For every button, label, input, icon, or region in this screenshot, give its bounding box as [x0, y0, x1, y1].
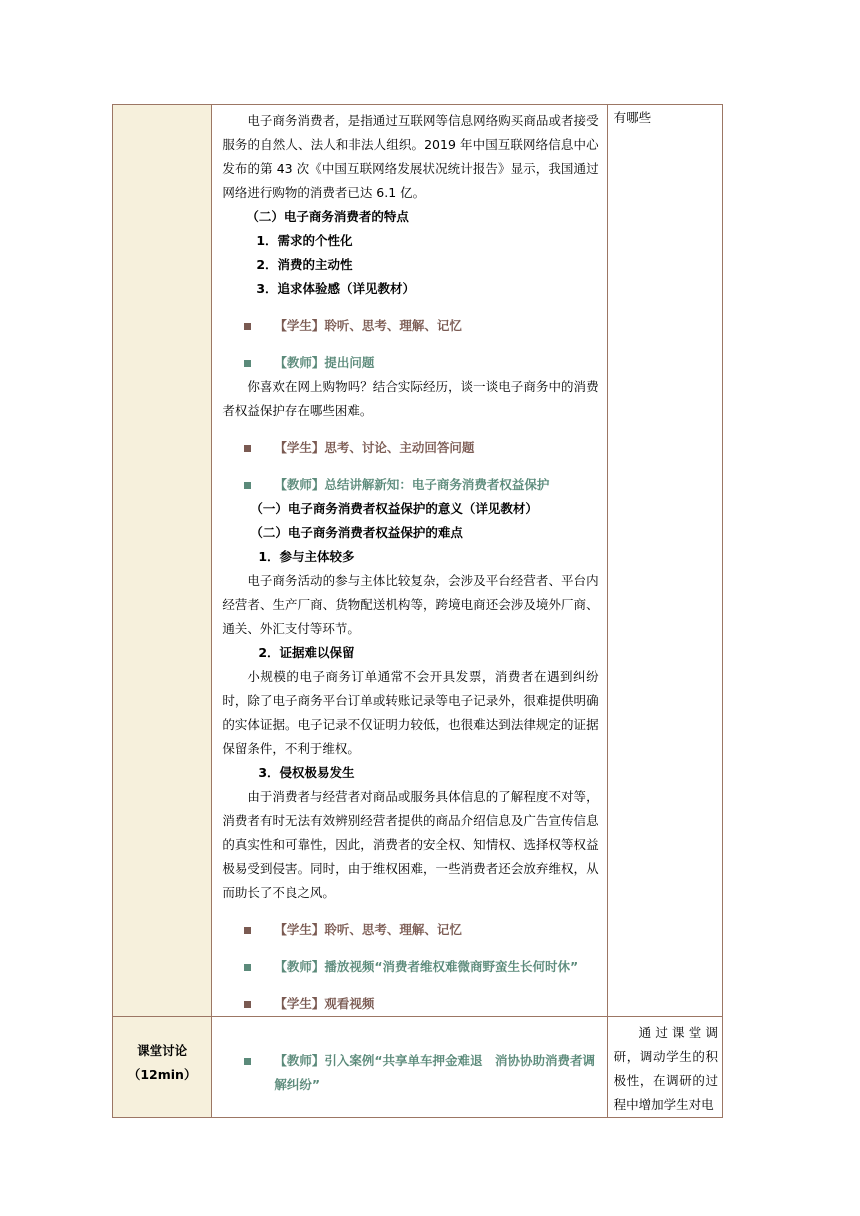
notes-text: 有哪些 [613, 110, 652, 125]
question-paragraph: 你喜欢在网上购物吗？结合实际经历，谈一谈电子商务中的消费者权益保护存在哪些困难。 [222, 379, 599, 418]
teacher-activity-1: 【教师】提出问题 [222, 351, 598, 375]
teacher-activity-2: 【教师】总结讲解新知：电子商务消费者权益保护 [222, 473, 598, 497]
feature-item: 3．追求体验感（详见教材） [256, 281, 416, 296]
label-cell [113, 105, 212, 1017]
notes-cell [607, 1017, 722, 1118]
difficulty-3-title: 3．侵权极易发生 [258, 765, 355, 780]
bullet-square-icon [244, 323, 251, 330]
table-row [113, 1017, 723, 1118]
lesson-plan-table [112, 104, 723, 1118]
difficulty-3-text: 由于消费者与经营者对商品或服务具体信息的了解程度不对等，消费者有时无法有效辨别经营者提供的商品介绍信息及广告宣传信息的真实性和可靠性，因此，消费者的安全权、知情权、选择权等权益极易受到侵害。同时，由于维权困难，一些消费者还会放弃维权，从而助长了不良之风。 [222, 789, 599, 900]
difficulty-1-text: 电子商务活动的参与主体比较复杂，会涉及平台经营者、平台内经营者、生产厂商、货物配送机构等，跨境电商还会涉及境外厂商、通关、外汇支付等环节。 [222, 573, 599, 636]
difficulty-1-title: 1．参与主体较多 [258, 549, 355, 564]
section-time: （12min） [127, 1067, 197, 1082]
features-heading: （二）电子商务消费者的特点 [246, 209, 409, 224]
content-body [212, 105, 606, 1016]
notes-cell [607, 105, 722, 1017]
student-activity-3: 【学生】聆听、思考、理解、记忆 [222, 918, 598, 942]
feature-item: 1．需求的个性化 [256, 233, 353, 248]
student-activity-1: 【学生】聆听、思考、理解、记忆 [222, 314, 598, 338]
bullet-square-icon [244, 482, 251, 489]
student-activity-2: 【学生】思考、讨论、主动回答问题 [222, 436, 598, 460]
section-label [113, 1017, 211, 1087]
intro-paragraph: 电子商务消费者，是指通过互联网等信息网络购买商品或者接受服务的自然人、法人和非法人组织。2019 年中国互联网络信息中心发布的第 43 次《中国互联网络发展状况统计报告》显示，我国通过网络进行购物的消费者已达 6.1 亿。 [222, 113, 599, 200]
section-title: 课堂讨论 [137, 1043, 188, 1058]
content-cell [212, 1017, 607, 1118]
teacher-activity-3: 【教师】播放视频“消费者维权难微商野蛮生长何时休” [222, 955, 598, 979]
notes-text: 通过课堂调研，调动学生的积极性，在调研的过程中增加学生对电 [613, 1025, 718, 1112]
content-cell [212, 105, 607, 1017]
bullet-square-icon [244, 927, 251, 934]
bullet-square-icon [244, 1001, 251, 1008]
difficulty-2-text: 小规模的电子商务订单通常不会开具发票，消费者在遇到纠纷时，除了电子商务平台订单或转账记录等电子记录外，很难提供明确的实体证据。电子记录不仅证明力较低，也很难达到法律规定的证据保留条件，不利于维权。 [222, 669, 599, 756]
bullet-square-icon [244, 360, 251, 367]
content-body [212, 1017, 606, 1097]
difficulty-2-title: 2．证据难以保留 [258, 645, 355, 660]
student-activity-4: 【学生】观看视频 [222, 992, 598, 1016]
bullet-square-icon [244, 445, 251, 452]
meaning-heading: （一）电子商务消费者权益保护的意义（详见教材） [250, 501, 538, 516]
bullet-square-icon [244, 1058, 251, 1065]
teacher-case-intro: 【教师】引入案例“共享单车押金难退 消协协助消费者调解纠纷” [222, 1049, 598, 1097]
table-row [113, 105, 723, 1017]
bullet-square-icon [244, 964, 251, 971]
section-label-cell [113, 1017, 212, 1118]
feature-item: 2．消费的主动性 [256, 257, 353, 272]
difficulty-heading: （二）电子商务消费者权益保护的难点 [250, 525, 463, 540]
